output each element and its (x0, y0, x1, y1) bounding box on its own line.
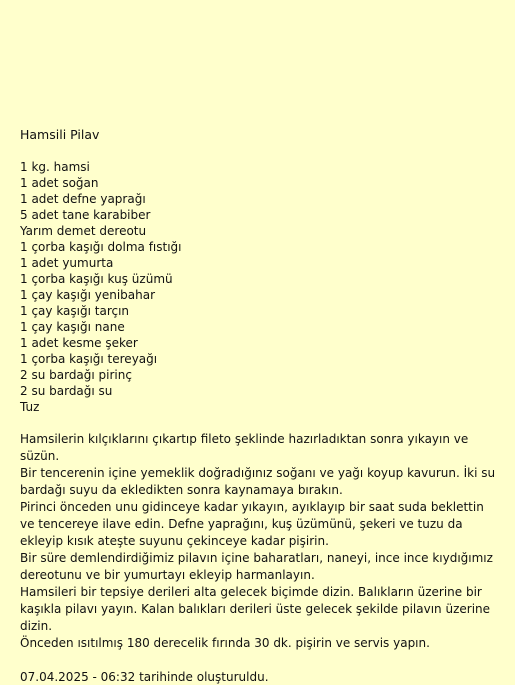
ingredient-item: 2 su bardağı su (20, 384, 113, 398)
ingredient-item: 1 çay kaşığı nane (20, 320, 125, 334)
instruction-step: Pirinci önceden unu gidinceye kadar yıkayın, ayıklayıp bir saat suda beklettin ve tencereye ilave edin. Defne yaprağını, kuş üzümünü, şekeri ve tuzu da ekleyip kısık ateşte suyunu çekinceye kadar pişirin. (20, 500, 484, 548)
recipe-document (20, 127, 500, 685)
ingredient-item: Yarım demet dereotu (20, 224, 147, 238)
ingredient-item: 1 adet kesme şeker (20, 336, 138, 350)
ingredient-item: 1 çorba kaşığı dolma fıstığı (20, 240, 182, 254)
instruction-step: Hamsilerin kılçıklarını çıkartıp fileto şeklinde hazırladıktan sonra yıkayın ve süzün. (20, 432, 469, 463)
ingredient-list (20, 159, 500, 415)
instruction-step: Hamsileri bir tepsiye derileri alta gelecek biçimde dizin. Balıkların üzerine bir kaşıkla pilavı yayın. Kalan balıkları derileri üste gelecek şekilde pilavın üzerine dizin. (20, 585, 491, 633)
instruction-step: Bir süre demlendirdiğimiz pilavın içine baharatları, naneyi, ince ince kıydığımız dereotunu ve bir yumurtayı ekleyip harmanlayın. (20, 551, 493, 582)
ingredient-item: 1 kg. hamsi (20, 160, 90, 174)
created-timestamp: 07.04.2025 - 06:32 tarihinde oluşturuldu. (20, 670, 269, 684)
ingredient-item: 1 çorba kaşığı tereyağı (20, 352, 158, 366)
ingredient-item: 1 adet defne yaprağı (20, 192, 146, 206)
ingredient-item: Tuz (20, 400, 40, 414)
ingredient-item: 5 adet tane karabiber (20, 208, 151, 222)
recipe-title: Hamsili Pilav (20, 127, 100, 142)
ingredient-item: 1 adet yumurta (20, 256, 114, 270)
ingredient-item: 1 çay kaşığı yenibahar (20, 288, 156, 302)
instruction-step: Bir tencerenin içine yemeklik doğradığınız soğanı ve yağı koyup kavurun. İki su bardağı suyu da ekledikten sonra kaynamaya bırakın. (20, 466, 496, 497)
ingredient-item: 1 çay kaşığı tarçın (20, 304, 130, 318)
ingredient-item: 2 su bardağı pirinç (20, 368, 132, 382)
ingredient-item: 1 çorba kaşığı kuş üzümü (20, 272, 173, 286)
instructions (20, 431, 500, 652)
ingredient-item: 1 adet soğan (20, 176, 99, 190)
instruction-step: Önceden ısıtılmış 180 derecelik fırında 30 dk. pişirin ve servis yapın. (20, 636, 430, 650)
